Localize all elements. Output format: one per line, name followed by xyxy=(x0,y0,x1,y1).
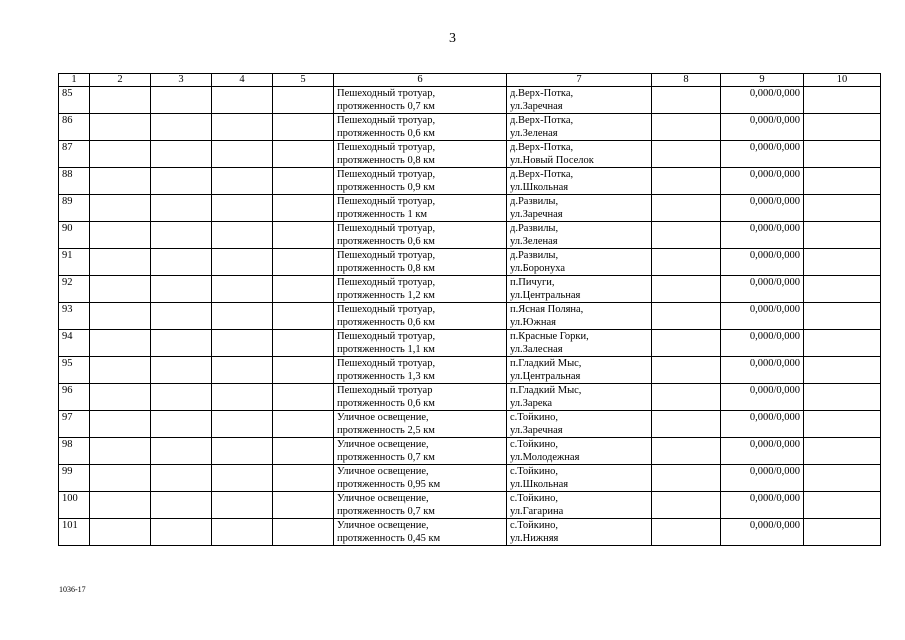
column-header: 4 xyxy=(212,74,273,87)
address-cell xyxy=(507,492,652,519)
empty-cell xyxy=(212,465,273,492)
table-row xyxy=(59,438,881,465)
address-settlement-line: п.Ясная Поляна, xyxy=(510,304,584,315)
address-cell xyxy=(507,195,652,222)
empty-cell xyxy=(804,276,881,303)
empty-cell xyxy=(151,249,212,276)
address-street-line: ул.Нижняя xyxy=(510,533,559,544)
row-number-cell: 89 xyxy=(59,195,90,222)
object-length-line: протяженность 0,7 км xyxy=(337,452,435,463)
empty-cell xyxy=(804,141,881,168)
address-settlement-line: д.Развилы, xyxy=(510,196,559,207)
column-header: 6 xyxy=(334,74,507,87)
address-street-line: ул.Молодежная xyxy=(510,452,580,463)
object-name-line: Уличное освещение, xyxy=(337,466,429,477)
object-length-line: протяженность 0,7 км xyxy=(337,506,435,517)
address-settlement-line: д.Развилы, xyxy=(510,223,559,234)
empty-cell xyxy=(804,411,881,438)
row-number-cell: 90 xyxy=(59,222,90,249)
row-number-cell: 94 xyxy=(59,330,90,357)
object-name-line: Пешеходный тротуар, xyxy=(337,223,436,234)
value-cell: 0,000/0,000 xyxy=(721,357,804,384)
address-street-line: ул.Центральная xyxy=(510,371,581,382)
empty-cell xyxy=(90,465,151,492)
address-cell xyxy=(507,276,652,303)
table-row xyxy=(59,492,881,519)
column-header: 7 xyxy=(507,74,652,87)
address-street-line: ул.Школьная xyxy=(510,182,569,193)
empty-cell xyxy=(804,465,881,492)
object-name-line: Пешеходный тротуар, xyxy=(337,277,436,288)
address-cell xyxy=(507,168,652,195)
empty-cell xyxy=(90,195,151,222)
address-settlement-line: д.Верх-Потка, xyxy=(510,115,574,126)
empty-cell xyxy=(212,411,273,438)
empty-cell xyxy=(212,87,273,114)
empty-cell xyxy=(151,411,212,438)
empty-cell xyxy=(652,141,721,168)
address-cell xyxy=(507,384,652,411)
object-name-cell xyxy=(334,276,507,303)
empty-cell xyxy=(90,222,151,249)
address-cell xyxy=(507,330,652,357)
empty-cell xyxy=(273,168,334,195)
object-name-cell xyxy=(334,141,507,168)
empty-cell xyxy=(273,330,334,357)
empty-cell xyxy=(273,438,334,465)
object-name-cell xyxy=(334,465,507,492)
object-name-line: Пешеходный тротуар, xyxy=(337,196,436,207)
address-street-line: ул.Центральная xyxy=(510,290,581,301)
table-row xyxy=(59,519,881,546)
empty-cell xyxy=(652,492,721,519)
address-settlement-line: с.Тойкино, xyxy=(510,466,558,477)
table-row xyxy=(59,411,881,438)
address-cell xyxy=(507,114,652,141)
address-street-line: ул.Заречная xyxy=(510,209,563,220)
address-settlement-line: п.Гладкий Мыс, xyxy=(510,385,582,396)
empty-cell xyxy=(273,249,334,276)
object-length-line: протяженность 0,6 км xyxy=(337,236,435,247)
object-length-line: протяженность 0,6 км xyxy=(337,398,435,409)
object-length-line: протяженность 0,9 км xyxy=(337,182,435,193)
empty-cell xyxy=(273,519,334,546)
object-name-cell xyxy=(334,438,507,465)
empty-cell xyxy=(652,249,721,276)
empty-cell xyxy=(804,330,881,357)
empty-cell xyxy=(90,519,151,546)
column-header: 9 xyxy=(721,74,804,87)
address-cell xyxy=(507,411,652,438)
column-header: 5 xyxy=(273,74,334,87)
empty-cell xyxy=(212,492,273,519)
empty-cell xyxy=(212,519,273,546)
row-number-cell: 98 xyxy=(59,438,90,465)
empty-cell xyxy=(273,87,334,114)
page-number: 3 xyxy=(449,31,456,46)
row-number-cell: 95 xyxy=(59,357,90,384)
table-row xyxy=(59,141,881,168)
empty-cell xyxy=(151,330,212,357)
object-length-line: протяженность 1 км xyxy=(337,209,428,220)
value-cell: 0,000/0,000 xyxy=(721,519,804,546)
empty-cell xyxy=(212,141,273,168)
empty-cell xyxy=(652,411,721,438)
table-row xyxy=(59,465,881,492)
address-street-line: ул.Гагарина xyxy=(510,506,564,517)
address-street-line: ул.Боронуха xyxy=(510,263,566,274)
table-row xyxy=(59,330,881,357)
empty-cell xyxy=(90,249,151,276)
empty-cell xyxy=(273,222,334,249)
table-row xyxy=(59,222,881,249)
address-street-line: ул.Южная xyxy=(510,317,556,328)
value-cell: 0,000/0,000 xyxy=(721,465,804,492)
empty-cell xyxy=(151,195,212,222)
value-cell: 0,000/0,000 xyxy=(721,276,804,303)
empty-cell xyxy=(151,465,212,492)
table-row xyxy=(59,357,881,384)
empty-cell xyxy=(273,114,334,141)
address-settlement-line: п.Красные Горки, xyxy=(510,331,589,342)
object-length-line: протяженность 1,2 км xyxy=(337,290,435,301)
empty-cell xyxy=(151,168,212,195)
object-name-cell xyxy=(334,411,507,438)
empty-cell xyxy=(212,357,273,384)
empty-cell xyxy=(212,195,273,222)
empty-cell xyxy=(652,276,721,303)
object-name-cell xyxy=(334,330,507,357)
empty-cell xyxy=(212,330,273,357)
object-length-line: протяженность 2,5 км xyxy=(337,425,435,436)
object-name-cell xyxy=(334,222,507,249)
empty-cell xyxy=(804,87,881,114)
address-cell xyxy=(507,87,652,114)
object-length-line: протяженность 0,6 км xyxy=(337,317,435,328)
table-body xyxy=(59,87,881,546)
empty-cell xyxy=(212,384,273,411)
row-number-cell: 99 xyxy=(59,465,90,492)
object-name-cell xyxy=(334,168,507,195)
empty-cell xyxy=(90,141,151,168)
address-street-line: ул.Зеленая xyxy=(510,236,558,247)
empty-cell xyxy=(652,114,721,141)
address-cell xyxy=(507,141,652,168)
column-header: 3 xyxy=(151,74,212,87)
value-cell: 0,000/0,000 xyxy=(721,87,804,114)
empty-cell xyxy=(151,276,212,303)
address-settlement-line: д.Верх-Потка, xyxy=(510,169,574,180)
empty-cell xyxy=(151,114,212,141)
header-row xyxy=(59,74,881,87)
address-cell xyxy=(507,519,652,546)
object-name-line: Пешеходный тротуар xyxy=(337,385,433,396)
empty-cell xyxy=(804,438,881,465)
empty-cell xyxy=(273,384,334,411)
empty-cell xyxy=(151,492,212,519)
empty-cell xyxy=(90,114,151,141)
address-street-line: ул.Заречная xyxy=(510,425,563,436)
address-street-line: ул.Заречная xyxy=(510,101,563,112)
address-street-line: ул.Зарека xyxy=(510,398,553,409)
value-cell: 0,000/0,000 xyxy=(721,384,804,411)
empty-cell xyxy=(90,357,151,384)
object-length-line: протяженность 0,8 км xyxy=(337,263,435,274)
object-name-cell xyxy=(334,384,507,411)
row-number-cell: 93 xyxy=(59,303,90,330)
row-number-cell: 91 xyxy=(59,249,90,276)
row-number-cell: 86 xyxy=(59,114,90,141)
address-street-line: ул.Залесная xyxy=(510,344,563,355)
row-number-cell: 97 xyxy=(59,411,90,438)
empty-cell xyxy=(652,357,721,384)
value-cell: 0,000/0,000 xyxy=(721,249,804,276)
address-settlement-line: п.Пичуги, xyxy=(510,277,555,288)
empty-cell xyxy=(652,303,721,330)
empty-cell xyxy=(151,303,212,330)
table-row xyxy=(59,384,881,411)
object-length-line: протяженность 0,7 км xyxy=(337,101,435,112)
empty-cell xyxy=(151,141,212,168)
empty-cell xyxy=(90,492,151,519)
empty-cell xyxy=(273,303,334,330)
address-settlement-line: с.Тойкино, xyxy=(510,439,558,450)
empty-cell xyxy=(212,249,273,276)
table-row xyxy=(59,87,881,114)
object-name-cell xyxy=(334,249,507,276)
address-cell xyxy=(507,303,652,330)
object-length-line: протяженность 0,6 км xyxy=(337,128,435,139)
empty-cell xyxy=(273,276,334,303)
address-cell xyxy=(507,249,652,276)
address-settlement-line: с.Тойкино, xyxy=(510,520,558,531)
empty-cell xyxy=(804,357,881,384)
empty-cell xyxy=(652,465,721,492)
empty-cell xyxy=(151,357,212,384)
object-name-cell xyxy=(334,492,507,519)
address-settlement-line: с.Тойкино, xyxy=(510,412,558,423)
object-name-line: Пешеходный тротуар, xyxy=(337,169,436,180)
empty-cell xyxy=(652,195,721,222)
empty-cell xyxy=(212,438,273,465)
empty-cell xyxy=(652,330,721,357)
empty-cell xyxy=(273,411,334,438)
address-settlement-line: с.Тойкино, xyxy=(510,493,558,504)
empty-cell xyxy=(804,222,881,249)
empty-cell xyxy=(652,222,721,249)
address-cell xyxy=(507,222,652,249)
object-name-line: Пешеходный тротуар, xyxy=(337,88,436,99)
value-cell: 0,000/0,000 xyxy=(721,411,804,438)
empty-cell xyxy=(804,249,881,276)
object-name-line: Пешеходный тротуар, xyxy=(337,115,436,126)
object-name-cell xyxy=(334,195,507,222)
address-street-line: ул.Новый Поселок xyxy=(510,155,594,166)
object-name-cell xyxy=(334,114,507,141)
object-name-line: Пешеходный тротуар, xyxy=(337,142,436,153)
empty-cell xyxy=(273,357,334,384)
address-cell xyxy=(507,465,652,492)
empty-cell xyxy=(273,141,334,168)
empty-cell xyxy=(652,438,721,465)
object-length-line: протяженность 1,1 км xyxy=(337,344,435,355)
empty-cell xyxy=(804,384,881,411)
table-row xyxy=(59,303,881,330)
column-header: 8 xyxy=(652,74,721,87)
address-cell xyxy=(507,438,652,465)
empty-cell xyxy=(90,411,151,438)
table-row xyxy=(59,276,881,303)
address-settlement-line: д.Развилы, xyxy=(510,250,559,261)
object-name-line: Уличное освещение, xyxy=(337,439,429,450)
row-number-cell: 85 xyxy=(59,87,90,114)
column-header: 10 xyxy=(804,74,881,87)
address-settlement-line: д.Верх-Потка, xyxy=(510,88,574,99)
empty-cell xyxy=(652,168,721,195)
object-name-cell xyxy=(334,519,507,546)
empty-cell xyxy=(212,168,273,195)
empty-cell xyxy=(273,465,334,492)
row-number-cell: 100 xyxy=(59,492,90,519)
object-length-line: протяженность 1,3 км xyxy=(337,371,435,382)
address-street-line: ул.Зеленая xyxy=(510,128,558,139)
address-settlement-line: п.Гладкий Мыс, xyxy=(510,358,582,369)
empty-cell xyxy=(804,519,881,546)
column-header: 1 xyxy=(59,74,90,87)
object-name-line: Пешеходный тротуар, xyxy=(337,331,436,342)
empty-cell xyxy=(652,87,721,114)
empty-cell xyxy=(652,384,721,411)
value-cell: 0,000/0,000 xyxy=(721,168,804,195)
row-number-cell: 92 xyxy=(59,276,90,303)
object-name-line: Уличное освещение, xyxy=(337,493,429,504)
address-cell xyxy=(507,357,652,384)
empty-cell xyxy=(212,222,273,249)
table-row xyxy=(59,195,881,222)
empty-cell xyxy=(151,384,212,411)
empty-cell xyxy=(804,303,881,330)
row-number-cell: 101 xyxy=(59,519,90,546)
empty-cell xyxy=(90,438,151,465)
empty-cell xyxy=(804,114,881,141)
object-name-line: Пешеходный тротуар, xyxy=(337,304,436,315)
table-row xyxy=(59,168,881,195)
empty-cell xyxy=(151,519,212,546)
empty-cell xyxy=(151,87,212,114)
object-name-line: Уличное освещение, xyxy=(337,520,429,531)
address-settlement-line: д.Верх-Потка, xyxy=(510,142,574,153)
value-cell: 0,000/0,000 xyxy=(721,330,804,357)
empty-cell xyxy=(212,276,273,303)
table-header xyxy=(59,74,881,87)
empty-cell xyxy=(273,195,334,222)
register-table xyxy=(58,73,881,546)
row-number-cell: 96 xyxy=(59,384,90,411)
row-number-cell: 88 xyxy=(59,168,90,195)
empty-cell xyxy=(90,87,151,114)
footer-code: 1036-17 xyxy=(59,585,86,594)
row-number-cell: 87 xyxy=(59,141,90,168)
object-name-cell xyxy=(334,303,507,330)
value-cell: 0,000/0,000 xyxy=(721,438,804,465)
value-cell: 0,000/0,000 xyxy=(721,222,804,249)
empty-cell xyxy=(804,492,881,519)
value-cell: 0,000/0,000 xyxy=(721,492,804,519)
object-length-line: протяженность 0,45 км xyxy=(337,533,441,544)
object-length-line: протяженность 0,8 км xyxy=(337,155,435,166)
empty-cell xyxy=(273,492,334,519)
value-cell: 0,000/0,000 xyxy=(721,141,804,168)
empty-cell xyxy=(151,222,212,249)
empty-cell xyxy=(90,303,151,330)
empty-cell xyxy=(90,330,151,357)
empty-cell xyxy=(90,384,151,411)
empty-cell xyxy=(212,114,273,141)
empty-cell xyxy=(652,519,721,546)
empty-cell xyxy=(90,276,151,303)
value-cell: 0,000/0,000 xyxy=(721,114,804,141)
object-name-line: Уличное освещение, xyxy=(337,412,429,423)
empty-cell xyxy=(151,438,212,465)
object-name-line: Пешеходный тротуар, xyxy=(337,250,436,261)
object-name-cell xyxy=(334,87,507,114)
column-header: 2 xyxy=(90,74,151,87)
table-row xyxy=(59,249,881,276)
table-row xyxy=(59,114,881,141)
object-length-line: протяженность 0,95 км xyxy=(337,479,441,490)
value-cell: 0,000/0,000 xyxy=(721,303,804,330)
object-name-cell xyxy=(334,357,507,384)
empty-cell xyxy=(212,303,273,330)
value-cell: 0,000/0,000 xyxy=(721,195,804,222)
object-name-line: Пешеходный тротуар, xyxy=(337,358,436,369)
empty-cell xyxy=(804,168,881,195)
address-street-line: ул.Школьная xyxy=(510,479,569,490)
empty-cell xyxy=(804,195,881,222)
empty-cell xyxy=(90,168,151,195)
